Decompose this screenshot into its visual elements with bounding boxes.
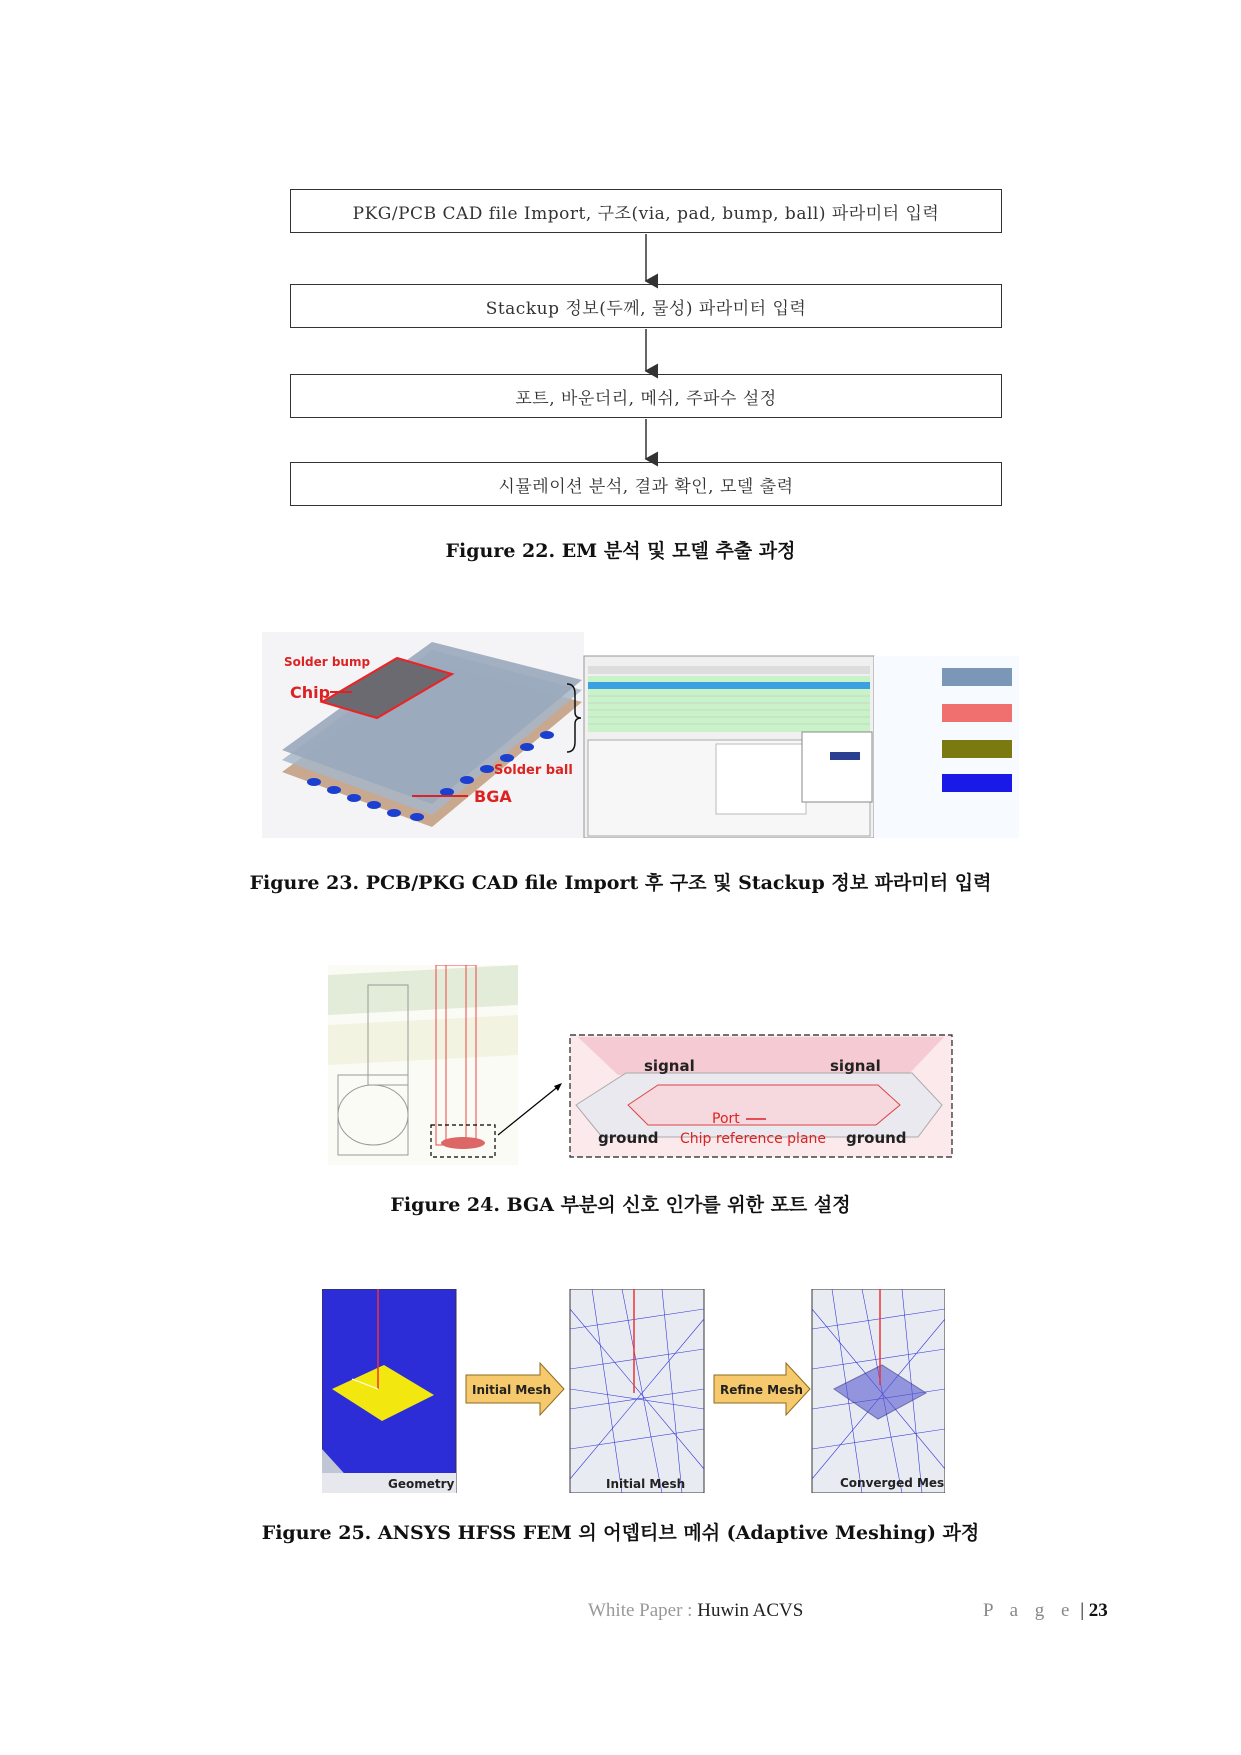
figure-25-caption: Figure 25. ANSYS HFSS FEM 의 어뎁티브 메쉬 (Adaptive Meshing) 과정	[261, 1522, 980, 1544]
flow-step-2: Stackup 정보(두께, 물성) 파라미터 입력	[290, 284, 1002, 328]
footer-page	[983, 1600, 1108, 1622]
figure-24-image	[328, 965, 954, 1165]
figure-23	[262, 632, 1019, 838]
label-converged-mesh: Converged Mesh	[840, 1476, 945, 1490]
footer-white-paper: White Paper :	[588, 1600, 698, 1621]
figure-25	[322, 1289, 945, 1493]
flow-step-1: PKG/PCB CAD file Import, 구조(via, pad, bump, ball) 파라미터 입력	[290, 189, 1002, 233]
label-chip: Chip	[290, 683, 331, 702]
flow-step-4: 시뮬레이션 분석, 결과 확인, 모델 출력	[290, 462, 1002, 506]
figure-24	[328, 965, 954, 1165]
figure-23-image	[262, 632, 1019, 838]
footer-product: Huwin ACVS	[697, 1600, 804, 1621]
label-signal-right: signal	[830, 1057, 881, 1075]
footer-title	[588, 1600, 803, 1622]
label-initial-mesh: Initial Mesh	[606, 1477, 686, 1491]
label-chip-reference-plane: Chip reference plane	[680, 1131, 827, 1147]
label-solder-bump: Solder bump	[284, 655, 371, 669]
flow-arrows	[0, 0, 1241, 520]
label-initial-mesh-arrow: Initial Mesh	[472, 1383, 552, 1397]
figure-22-caption: Figure 22. EM 분석 및 모델 추출 과정	[445, 540, 796, 562]
footer-page-label: P a g e	[983, 1600, 1076, 1621]
label-bga: BGA	[474, 787, 512, 806]
footer-page-number: 23	[1088, 1600, 1108, 1621]
label-port: Port	[712, 1111, 740, 1127]
footer-separator: |	[1075, 1600, 1089, 1621]
label-signal-left: signal	[644, 1057, 695, 1075]
label-geometry: Geometry	[388, 1477, 455, 1491]
figure-23-caption: Figure 23. PCB/PKG CAD file Import 후 구조 및 Stackup 정보 파라미터 입력	[249, 872, 992, 894]
label-refine-mesh-arrow: Refine Mesh	[720, 1383, 803, 1397]
label-ground-left: ground	[598, 1129, 659, 1147]
label-solder-ball: Solder ball	[494, 763, 573, 778]
flow-step-3: 포트, 바운더리, 메쉬, 주파수 설정	[290, 374, 1002, 418]
label-ground-right: ground	[846, 1129, 907, 1147]
figure-24-caption: Figure 24. BGA 부분의 신호 인가를 위한 포트 설정	[390, 1194, 851, 1216]
figure-25-image	[322, 1289, 945, 1493]
